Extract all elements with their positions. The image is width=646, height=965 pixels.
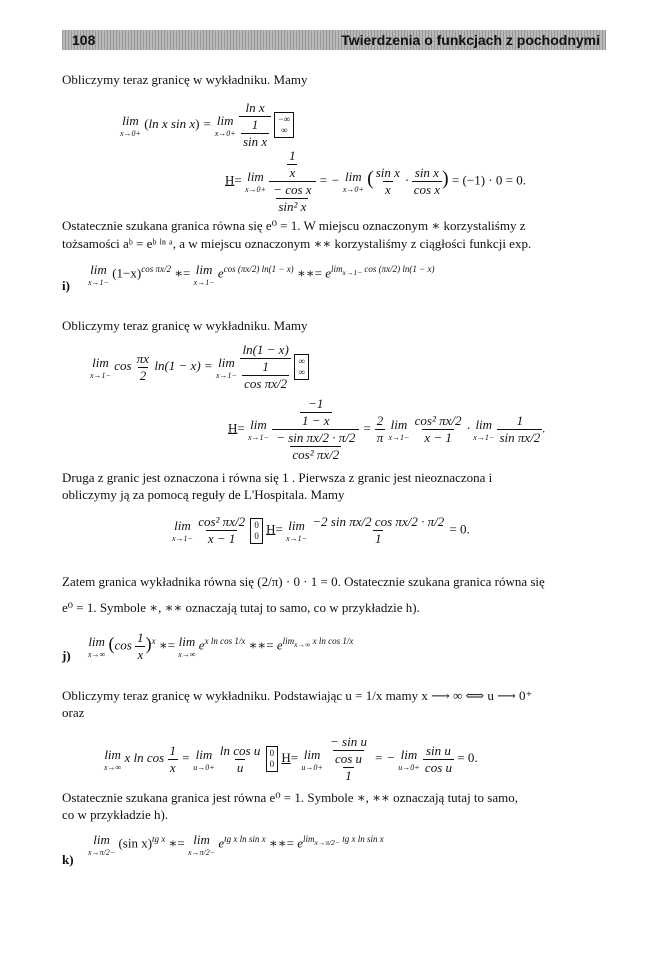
equation-9: lim x→π/2− (sin x)$^{tg x}$ ∗= lim x→π/2− $e^{tg x ln sin x}$ ∗∗= $e^{lim_{x\to\pi/2-} tg x ln sin x}$ [88,832,384,857]
equation-8: lim x→∞ x ln cos $\frac{1}{x}$ = lim u→0+ $\frac{\text{ln cos u}}{u}$ 0 0 H= lim u→0+ $\frac{\frac{\text{− sin u}}{\text{cos u}}}{1}$ = − lim u→0+ $\frac{\text{sin u}}{\text{cos u}}$ = 0. [104,734,478,783]
running-title: Twierdzenia o funkcjach z pochodnymi [341,32,600,48]
paragraph-1: Obliczymy teraz granicę w wykładniku. Mamy [62,72,308,87]
page-number: 108 [72,32,96,48]
paragraph-3: Obliczymy teraz granicę w wykładniku. Mamy [62,318,308,333]
paragraph-6b: oraz [62,705,85,720]
paragraph-7b: co w przykładzie h). [62,807,169,822]
example-label-j: j) [62,648,71,663]
paragraph-4b: obliczymy ją za pomocą reguły de L'Hospitala. Mamy [62,487,345,502]
equation-1: lim x→0+ (ln x sin x) = lim x→0+ $\frac{\text{ln x}}{\frac{1}{\text{sin x}}}$ −∞ ∞ [120,100,294,150]
example-label-i: i) [62,278,70,293]
paragraph-7a: Ostatecznie szukana granica jest równa e⁰ = 1. Symbole ∗, ∗∗ oznaczają tutaj to samo, [62,790,518,805]
paragraph-5b: e⁰ = 1. Symbole ∗, ∗∗ oznaczają tutaj to samo, co w przykładzie h). [62,600,420,615]
paragraph-4a: Druga z granic jest oznaczona i równa się 1 . Pierwsza z granic jest nieoznaczona i [62,470,493,485]
paragraph-6a: Obliczymy teraz granicę w wykładniku. Podstawiając u = 1/x mamy x ⟶ ∞ ⟺ u ⟶ 0⁺ [62,688,533,703]
equation-7: lim x→∞ (cos $\frac{1}{x}$ )$^x$ ∗= lim x→∞ $e^{x ln cos 1/x}$ ∗∗= $e^{lim_{x\to\infty} x ln cos 1/x}$ [88,630,354,662]
equation-2: H= lim x→0+ $\frac{\frac{1}{x}}{\frac{\text{− cos x}}{\text{sin² x}}}$ = − lim x→0+ ( $\frac{\text{sin x}}{x}$ · $\frac{\text{sin x}}{\text{cos x}}$ ) = (−1) · 0 = 0. [225,148,526,214]
equation-3: lim x→1− $(1-x)^{cos \pi x/2}$ ∗= lim x→1− $e^{cos (\pi x/2) ln(1 - x)}$ ∗∗= $e^{lim_{x\to 1-} cos (\pi x/2) ln(1 - x)}$ [88,262,435,287]
running-header [62,30,606,50]
paragraph-2b: tożsamości aᵇ = eᵇ ˡⁿ ᵃ, a w miejscu oznaczonym ∗∗ korzystaliśmy z ciągłości funkcji exp. [62,236,532,251]
paragraph-2a: Ostatecznie szukana granica równa się e⁰ = 1. W miejscu oznaczonym ∗ korzystaliśmy z [62,218,526,233]
paragraph-5a: Zatem granica wykładnika równa się (2/π) · 0 · 1 = 0. Ostatecznie szukana granica równa się [62,574,545,589]
equation-5: H= lim x→1− $\frac{\frac{-1}{1 - x}}{\frac{\text{− sin πx/2 · π/2}}{\text{cos² πx/2}}}$ = $\frac{2}{\pi}$ lim x→1− $\frac{\text{cos² πx/2}}{x - 1}$ · lim x→1− $\frac{1}{\text{sin πx/2}}$ . [228,396,546,462]
equation-4: lim x→1− cos $\frac{\pi x}{2}$ ln(1 − x) = lim x→1− $\frac{\ln(1 - x)}{\frac{1}{\text{cos πx/2}}}$ ∞ ∞ [90,342,309,392]
example-label-k: k) [62,852,74,867]
equation-6: lim x→1− $\frac{\text{cos² πx/2}}{x - 1}$ 0 0 H= lim x→1− $\frac{\text{−2 sin πx/2 cos πx/2 · π/2}}{1}$ = 0. [172,514,470,546]
